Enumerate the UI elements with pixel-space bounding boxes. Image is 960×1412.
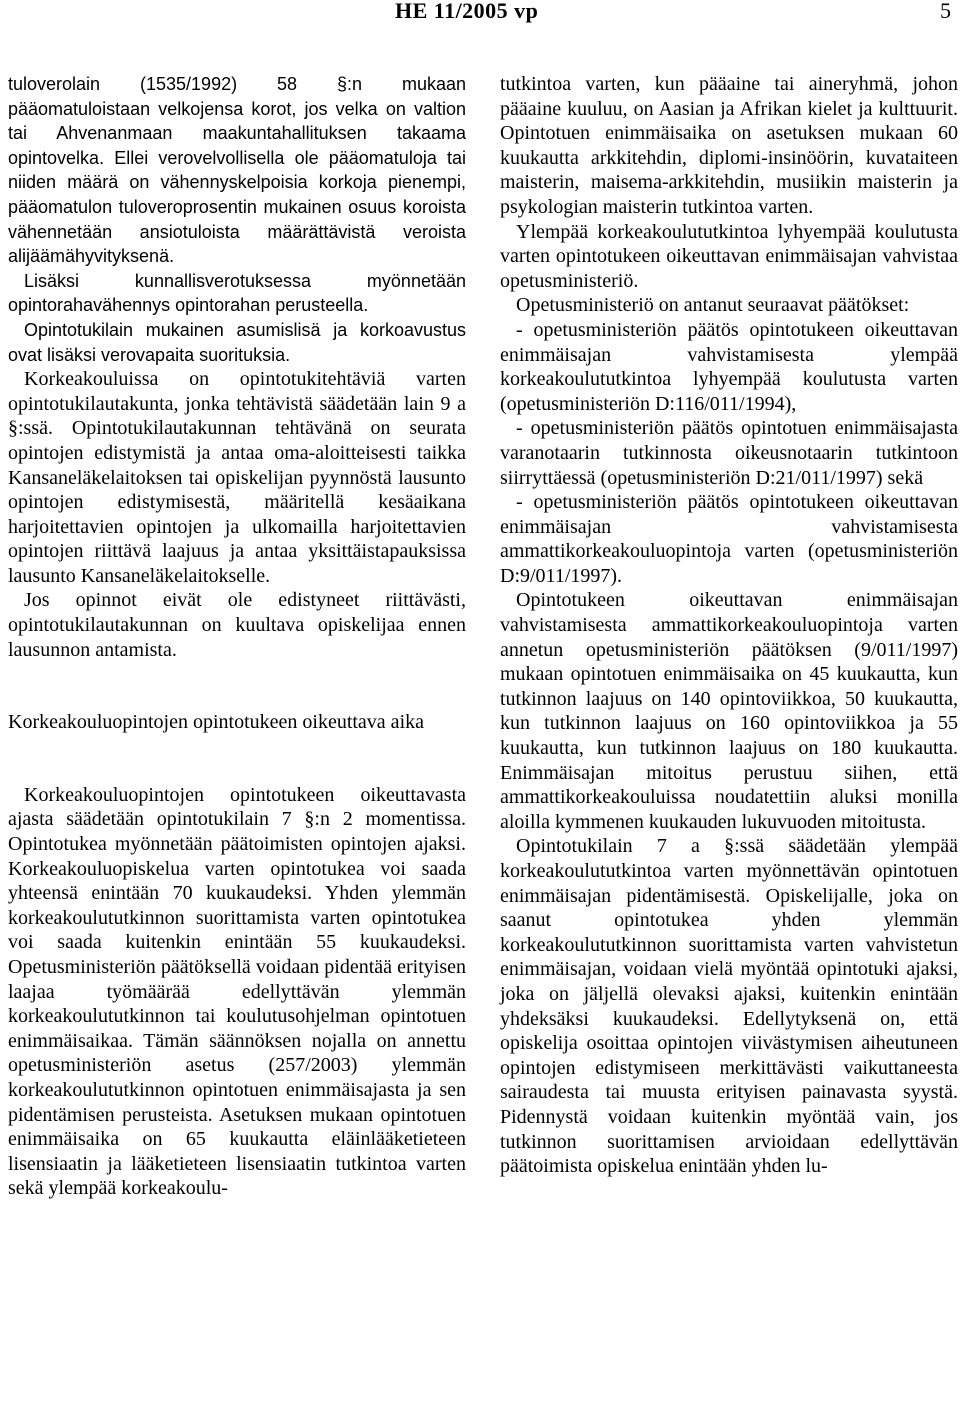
paragraph: tuloverolain (1535/1992) 58 §:n mukaan pääomatuloistaan velkojensa korot, jos velka on valtion tai Ahvenanmaan maakuntahallituksen takaama opintovelka. Ellei verovelvollisella ole pääomatuloja tai niiden määrä on vähennyskelpoisia korkoja pienempi, pääomatulon tuloveroprosentin mukainen osuus koroista vähennetään ansiotuloista määrättävistä veroista alijäämähyvityksenä. bbox=[8, 74, 466, 267]
section-heading: Korkeakouluopintojen opintotukeen oikeuttava aika bbox=[8, 711, 424, 734]
list-item: - opetusministeriön päätös opintotukeen oikeuttavan enimmäisajan vahvistamisesta ammattikorkeakouluopintoja varten (opetusministeriön D:9/011/1997). bbox=[500, 491, 958, 587]
page-number: 5 bbox=[940, 0, 951, 23]
paragraph: tutkintoa varten, kun pääaine tai aineryhmä, johon pääaine kuuluu, on Aasian ja Afrikan kielet ja kulttuurit. Opintotuen enimmäisaika on asetuksen mukaan 60 kuukautta arkkitehdin, diplomi-insinöörin, kuvataiteen maisterin, maisema-arkkitehdin, musiikin maisterin ja psykologian maisterin tutkintoa varten. bbox=[500, 73, 958, 218]
paragraph: Opintotukeen oikeuttavan enimmäisajan vahvistamisesta ammattikorkeakouluopintoja varten annetun opetusministeriön päätöksen (9/011/1997) mukaan opintotuen enimmäisaika on 45 kuukautta, kun tutkinnon laajuus on 140 opintoviikkoa, 50 kuukautta, kun tutkinnon laajuus on 160 opintoviikkoa ja 55 kuukautta, kun tutkinnon laajuus on 180 kuukautta. Enimmäisajan mitoitus perustuu siihen, että ammattikorkeakouluissa noudatettiin aluksi monilla aloilla kymmenen kuukauden lukuvuoden mitoitusta. bbox=[500, 589, 958, 833]
paragraph: Jos opinnot eivät ole edistyneet riittävästi, opintotukilautakunnan on kuultava opiskelijaa ennen lausunnon antamista. bbox=[8, 589, 466, 661]
paragraph: Opintotukilain 7 a §:ssä säädetään ylempää korkeakoulututkintoa varten myönnettävän opintotuen enimmäisajan pidentämisestä. Opiskelijalle, joka on saanut opintotukea yhden ylemmän korkeakoulututkinnon suorittamista varten vahvistetun enimmäisajan, voidaan vielä myöntää opintotuki ajaksi, joka on jäljellä olevaksi ajaksi, kuitenkin enintään yhdeksäksi kuukaudeksi. Edellytyksenä on, että opiskelija osoittaa opintojen viivästymisen aiheutuneen opintojen edistymiseen merkittävästi vaikuttaneesta sairaudesta tai muusta erityisen painavasta syystä. Pidennystä voidaan kuitenkin myöntää vain, jos tutkinnon suorittamisen arvioidaan edellyttävän päätoimista opiskelua enintään yhden lu- bbox=[500, 835, 958, 1178]
paragraph: Ylempää korkeakoulututkintoa lyhyempää koulutusta varten opintotukeen oikeuttavan enimmäisajan vahvistaa opetusministeriö. bbox=[500, 220, 958, 292]
paragraph: Opetusministeriö on antanut seuraavat päätökset: bbox=[516, 294, 910, 317]
document-id: HE 11/2005 vp bbox=[395, 0, 539, 23]
paragraph: Korkeakouluissa on opintotukitehtäviä varten opintotukilautakunta, jonka tehtävistä säädetään lain 9 a §:ssä. Opintotukilautakunnan tehtävänä on seurata opintojen edistymistä ja antaa oma-aloitteisesti taikka Kansaneläkelaitoksen tai opiskelijan pyynnöstä lausunto opintojen edistymisestä, määritellä kesäaikana harjoitettavien opintojen ja ulkomailla harjoitettavien opintojen riittävä laajuus ja antaa yksittäistapauksissa lausunto Kansaneläkelaitokselle. bbox=[8, 368, 466, 587]
paragraph: Opintotukilain mukainen asumislisä ja korkoavustus ovat lisäksi verovapaita suorituksia. bbox=[8, 319, 466, 365]
paragraph: Korkeakouluopintojen opintotukeen oikeuttavasta ajasta säädetään opintotukilain 7 §:n 2 momentissa. Opintotukea myönnetään päätoimisten opintojen ajaksi. Korkeakouluopiskelua varten opintotukea voi saada yhteensä enintään 70 kuukaudeksi. Yhden ylemmän korkeakoulututkinnon suorittamista varten opintotukea voi saada kuitenkin enintään 55 kuukaudeksi. Opetusministeriön päätöksellä voidaan pidentää erityisen laajaa työmäärää edellyttävän ylemmän korkeakoulututkinnon tai koulutusohjelman opintotuen enimmäisaikaa. Tämän säännöksen nojalla on annettu opetusministeriön asetus (257/2003) ylemmän korkeakoulututkinnon opintotuen enimmäisajasta ja sen pidentämisen perusteista. Asetuksen mukaan opintotuen enimmäisaika on 65 kuukautta eläinlääketieteen lisensiaatin ja lääketieteen lisensiaatin tutkintoa varten sekä ylempää korkeakoulu- bbox=[8, 783, 466, 1200]
list-item: - opetusministeriön päätös opintotuen enimmäisajasta varanotaarin tutkinnosta oikeusnotaarin tutkintoon siirryttäessä (opetusministeriön D:21/011/1997) sekä bbox=[500, 417, 958, 489]
right-column bbox=[500, 72, 958, 1179]
left-column bbox=[8, 72, 466, 1201]
paragraph: Lisäksi kunnallisverotuksessa myönnetään opintorahavähennys opintorahan perusteella. bbox=[8, 270, 466, 316]
list-item: - opetusministeriön päätös opintotukeen oikeuttavan enimmäisajan vahvistamisesta ylempää korkeakoulututkintoa lyhyempää koulutusta varten (opetusministeriön D:116/011/1994), bbox=[500, 318, 958, 415]
